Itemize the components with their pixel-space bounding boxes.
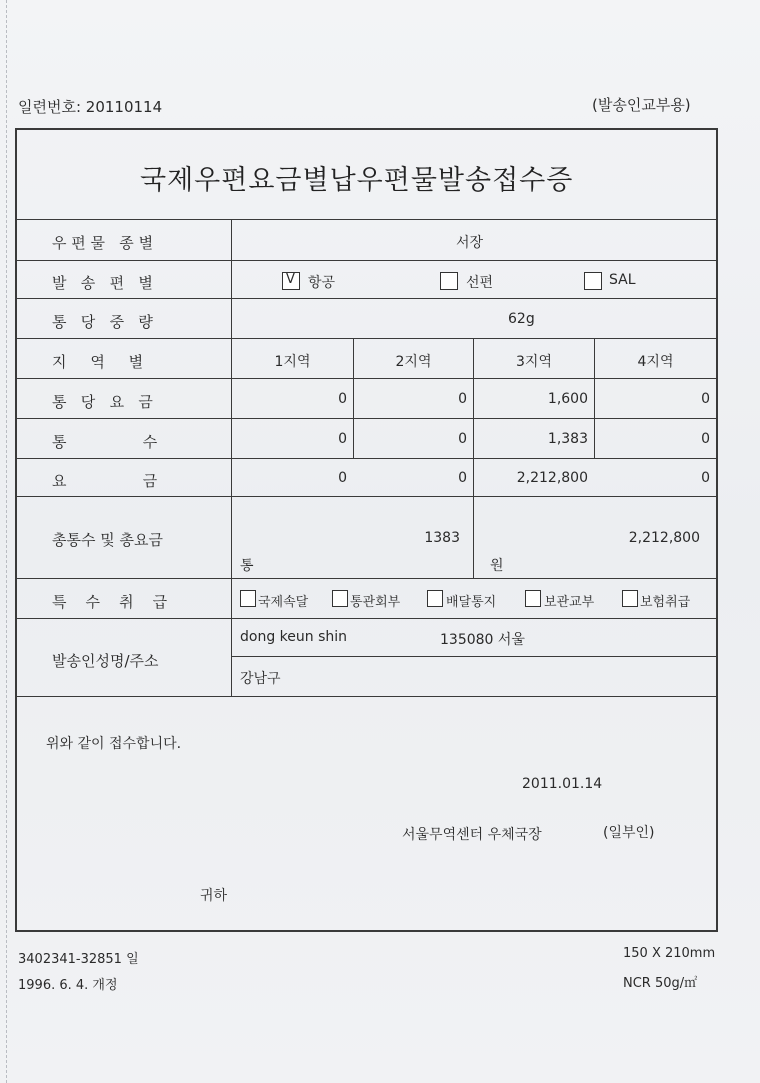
sender-name: dong keun shin: [240, 629, 348, 645]
checkbox-customs[interactable]: [332, 590, 348, 607]
label-fee: 요 금: [52, 472, 158, 490]
checkbox-insurance[interactable]: [622, 590, 638, 607]
unit-fee-zone-4: 0: [701, 391, 710, 407]
table-line: [16, 418, 716, 419]
receipt-date: 2011.01.14: [522, 776, 603, 792]
zone-4-header: 4지역: [637, 354, 674, 370]
form-code: 3402341-32851 일: [18, 952, 139, 967]
form-title: 국제우편요금별납우편물발송접수증: [140, 165, 574, 196]
checkbox-poste-restante[interactable]: [525, 590, 541, 607]
checkbox-sal[interactable]: [584, 272, 602, 290]
sender-address-line2: 강남구: [240, 671, 281, 687]
count-zone-4: 0: [701, 431, 710, 447]
table-line: [231, 219, 232, 696]
serial-number: 일련번호: 20110114: [18, 98, 163, 116]
table-line: [16, 458, 716, 459]
label-send-method: 발 송 편 별: [52, 274, 153, 292]
left-perforation-edge: [0, 0, 7, 1083]
count-zone-3: 1,383: [547, 431, 588, 447]
table-line: [16, 219, 716, 220]
honorific: 귀하: [200, 888, 228, 904]
checkbox-express[interactable]: [240, 590, 256, 607]
label-count: 통 수: [52, 433, 158, 451]
label-mail-type: 우 편 물 종 별: [52, 234, 154, 252]
zone-3-header: 3지역: [516, 354, 552, 370]
table-line: [231, 656, 716, 657]
form-revision: 1996. 6. 4. 개정: [18, 978, 118, 993]
option-sea-label: 선편: [466, 275, 494, 291]
unit-fee-zone-1: 0: [338, 391, 347, 407]
table-line: [16, 496, 716, 497]
date-stamp-label: (일부인): [603, 825, 655, 841]
total-fee-value: 2,212,800: [628, 530, 700, 546]
unit-weight-value: 62g: [508, 311, 535, 327]
form-paper-spec: NCR 50g/㎡: [623, 976, 698, 991]
fee-zone-1: 0: [338, 470, 347, 486]
table-line: [16, 260, 716, 261]
count-zone-2: 0: [458, 431, 467, 447]
receipt-statement: 위와 같이 접수합니다.: [46, 736, 182, 752]
table-line: [16, 696, 716, 697]
zone-2-header: 2지역: [395, 354, 432, 370]
option-customs-label: 통관회부: [350, 595, 401, 610]
unit-fee-zone-3: 1,600: [547, 391, 588, 407]
copy-type: (발송인교부용): [592, 96, 691, 114]
fee-zone-4: 0: [701, 470, 710, 486]
table-line: [16, 618, 716, 619]
option-express-label: 국제속달: [258, 595, 309, 610]
table-line: [16, 298, 716, 299]
option-poste-restante-label: 보관교부: [544, 595, 595, 610]
option-delivery-notice-label: 배달통지: [446, 595, 497, 610]
table-line: [16, 378, 716, 379]
checkbox-air-mark: V: [286, 272, 295, 287]
form-size: 150 X 210mm: [623, 946, 716, 961]
post-office-name: 서울무역센터 우체국장: [402, 827, 542, 843]
total-count-value: 1383: [424, 530, 460, 546]
total-fee-unit: 원: [490, 558, 504, 574]
sender-address-line1: 135080 서울: [440, 632, 525, 648]
checkbox-delivery-notice[interactable]: [427, 590, 443, 607]
checkbox-sea[interactable]: [440, 272, 458, 290]
mail-type-value: 서장: [456, 235, 484, 251]
total-count-unit: 통: [240, 558, 254, 574]
label-region: 지 역 별: [52, 353, 144, 371]
label-special: 특 수 취 급: [52, 593, 168, 611]
table-line: [16, 578, 716, 579]
option-air-label: 항공: [308, 275, 336, 291]
table-line: [16, 338, 716, 339]
label-total: 총통수 및 총요금: [52, 531, 163, 549]
label-sender: 발송인성명/주소: [52, 652, 159, 670]
zone-1-header: 1지역: [274, 354, 311, 370]
label-unit-weight: 통 당 중 량: [52, 313, 153, 331]
unit-fee-zone-2: 0: [458, 391, 467, 407]
option-insurance-label: 보험취급: [640, 595, 691, 610]
fee-zone-2: 0: [458, 470, 467, 486]
label-unit-fee: 통 당 요 금: [52, 393, 153, 411]
option-sal-label: SAL: [609, 272, 636, 288]
count-zone-1: 0: [338, 431, 347, 447]
fee-zone-3: 2,212,800: [516, 470, 588, 486]
checkbox-air[interactable]: [282, 272, 300, 290]
